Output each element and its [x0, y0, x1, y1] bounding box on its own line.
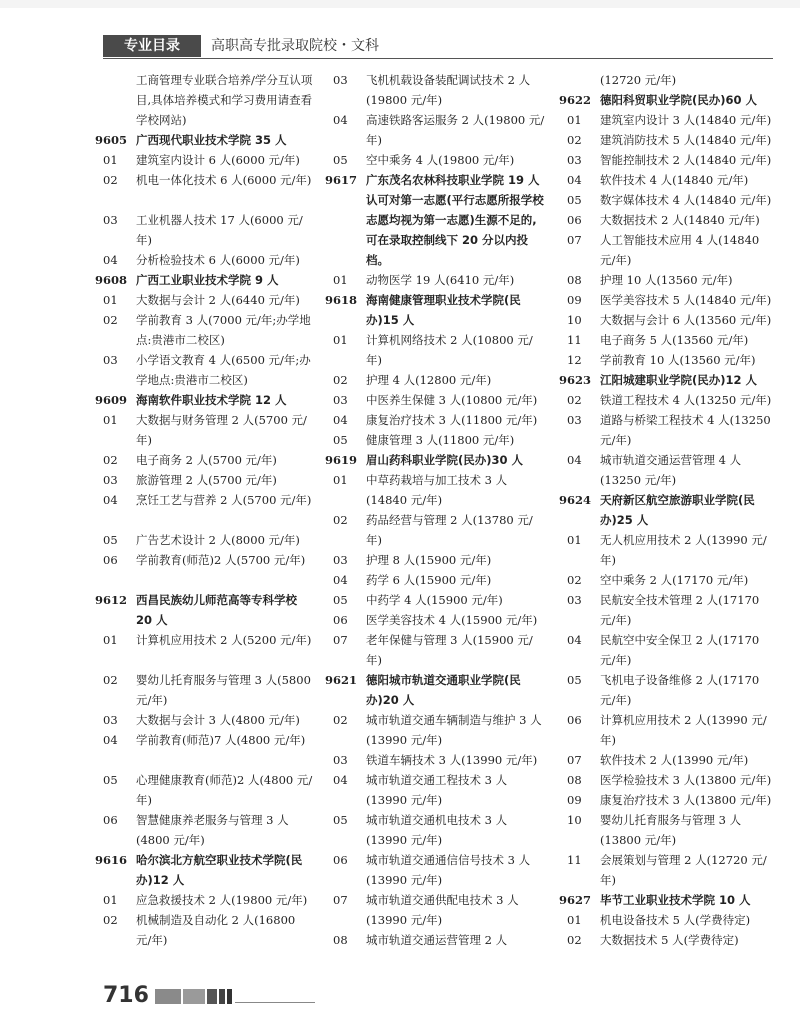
entry-code: 02	[103, 313, 118, 327]
program-entry	[567, 270, 772, 290]
entry-code: 02	[103, 673, 118, 687]
school-entry	[559, 890, 772, 910]
section-tag: 专业目录	[103, 35, 201, 57]
entry-text: 城市轨道交通车辆制造与维护 3 人(13990 元/年)	[366, 713, 542, 747]
program-entry	[333, 370, 548, 390]
entry-text: 飞机电子设备维修 2 人(17170 元/年)	[600, 673, 760, 707]
entry-text: 分析检验技术 6 人(6000 元/年)	[136, 253, 300, 267]
entry-text: 机械制造及自动化 2 人(16800 元/年)	[136, 913, 296, 947]
header-rule	[103, 58, 773, 59]
entry-code: 9612	[95, 593, 128, 607]
entry-code: 11	[567, 853, 582, 867]
program-entry	[567, 770, 772, 790]
entry-code: 02	[567, 133, 582, 147]
entry-text: 大数据与会计 3 人(4800 元/年)	[136, 713, 300, 727]
entry-text: 毕节工业职业技术学院 10 人	[600, 893, 751, 907]
program-entry	[103, 770, 313, 810]
program-entry	[103, 410, 313, 450]
entry-text: 计算机应用技术 2 人(13990 元/年)	[600, 713, 767, 747]
entry-code: 03	[567, 593, 582, 607]
entry-text: 大数据与会计 6 人(13560 元/年)	[600, 313, 772, 327]
program-entry	[333, 810, 548, 850]
entry-code: 02	[567, 393, 582, 407]
program-entry	[333, 630, 548, 670]
entry-code: 04	[333, 113, 348, 127]
entry-code: 06	[567, 213, 582, 227]
entry-code: 04	[333, 773, 348, 787]
entry-text: 旅游管理 2 人(5700 元/年)	[136, 473, 277, 487]
entry-code: 04	[103, 733, 118, 747]
entry-code: 05	[567, 193, 582, 207]
program-entry	[333, 890, 548, 930]
entry-code: 12	[567, 353, 582, 367]
school-entry	[325, 290, 548, 330]
entry-text: 心理健康教育(师范)2 人(4800 元/年)	[136, 773, 313, 807]
entry-text: 电子商务 5 人(13560 元/年)	[600, 333, 749, 347]
entry-code: 02	[567, 573, 582, 587]
program-entry	[103, 730, 313, 770]
entry-code: 10	[567, 813, 582, 827]
program-entry	[567, 410, 772, 450]
entry-code: 06	[333, 853, 348, 867]
program-entry	[567, 70, 772, 90]
program-entry	[333, 510, 548, 550]
entry-code: 07	[333, 633, 348, 647]
entry-text: 民航安全技术管理 2 人(17170 元/年)	[600, 593, 760, 627]
program-entry	[567, 750, 772, 770]
entry-code: 07	[567, 753, 582, 767]
entry-text: 医学检验技术 3 人(13800 元/年)	[600, 773, 772, 787]
program-entry	[567, 710, 772, 750]
entry-text: 大数据技术 2 人(14840 元/年)	[600, 213, 760, 227]
school-entry	[559, 490, 772, 530]
program-entry	[567, 590, 772, 630]
entry-code: 05	[567, 673, 582, 687]
program-entry	[567, 170, 772, 190]
program-entry	[333, 750, 548, 770]
program-entry	[333, 590, 548, 610]
program-entry	[333, 610, 548, 630]
entry-text: 中药学 4 人(15900 元/年)	[366, 593, 503, 607]
program-entry	[567, 310, 772, 330]
school-entry	[559, 370, 772, 390]
entry-code: 9609	[95, 393, 128, 407]
page-number: 716	[103, 983, 149, 1008]
school-entry	[325, 670, 548, 710]
program-entry	[103, 310, 313, 350]
entry-code: 01	[103, 153, 118, 167]
entry-text: 无人机应用技术 2 人(13990 元/年)	[600, 533, 767, 567]
entry-text: 护理 10 人(13560 元/年)	[600, 273, 733, 287]
entry-text: 广西现代职业技术学院 35 人	[136, 133, 287, 147]
entry-text: 城市轨道交通机电技术 3 人(13990 元/年)	[366, 813, 508, 847]
program-entry	[103, 530, 313, 550]
entry-text: 城市轨道交通供配电技术 3 人(13990 元/年)	[366, 893, 519, 927]
entry-text: 高速铁路客运服务 2 人(19800 元/年)	[366, 113, 545, 147]
school-entry	[95, 850, 313, 890]
program-entry	[567, 910, 772, 930]
entry-code: 03	[567, 413, 582, 427]
page-footer	[103, 984, 403, 1008]
entry-code: 01	[103, 893, 118, 907]
page-header	[103, 35, 773, 57]
program-entry	[333, 270, 548, 290]
entry-text: 机电设备技术 5 人(学费待定)	[600, 913, 751, 927]
entry-text: 大数据技术 5 人(学费待定)	[600, 933, 739, 947]
program-entry	[103, 290, 313, 310]
entry-text: 学前教育 3 人(7000 元/年;办学地点:贵港市二校区)	[136, 313, 311, 347]
entry-code: 02	[333, 373, 348, 387]
program-entry	[567, 530, 772, 570]
program-entry	[103, 890, 313, 910]
program-entry	[333, 850, 548, 890]
entry-code: 03	[333, 393, 348, 407]
entry-text: 计算机网络技术 2 人(10800 元/年)	[366, 333, 533, 367]
entry-text: 建筑室内设计 6 人(6000 元/年)	[136, 153, 300, 167]
entry-text: (12720 元/年)	[600, 73, 677, 87]
entry-code: 9608	[95, 273, 128, 287]
program-entry	[103, 550, 313, 590]
entry-code: 03	[103, 213, 118, 227]
entry-text: 小学语文教育 4 人(6500 元/年;办学地点:贵港市二校区)	[136, 353, 311, 387]
program-entry	[567, 210, 772, 230]
entry-text: 机电一体化技术 6 人(6000 元/年)	[136, 173, 312, 187]
school-entry	[95, 590, 313, 630]
school-entry	[325, 170, 548, 190]
entry-code: 03	[103, 713, 118, 727]
admission-note	[333, 190, 548, 270]
program-entry	[567, 350, 772, 370]
program-entry	[567, 810, 772, 850]
entry-code: 03	[567, 153, 582, 167]
entry-code: 02	[103, 173, 118, 187]
program-entry	[103, 470, 313, 490]
program-entry	[567, 290, 772, 310]
entry-code: 01	[103, 413, 118, 427]
entry-code: 04	[567, 173, 582, 187]
entry-text: 学前教育(师范)7 人(4800 元/年)	[136, 733, 306, 747]
program-entry	[567, 450, 772, 490]
entry-text: 会展策划与管理 2 人(12720 元/年)	[600, 853, 767, 887]
entry-code: 03	[333, 553, 348, 567]
entry-code: 03	[103, 473, 118, 487]
entry-code: 08	[567, 773, 582, 787]
entry-text: 大数据与财务管理 2 人(5700 元/年)	[136, 413, 307, 447]
entry-code: 10	[567, 313, 582, 327]
entry-text: 海南健康管理职业技术学院(民办)15 人	[366, 293, 521, 327]
entry-code: 01	[567, 913, 582, 927]
program-entry	[103, 710, 313, 730]
program-entry	[567, 570, 772, 590]
entry-code: 9617	[325, 173, 358, 187]
entry-text: 婴幼儿托育服务与管理 3 人(5800 元/年)	[136, 673, 311, 707]
school-entry	[559, 90, 772, 110]
entry-code: 04	[333, 573, 348, 587]
program-entry	[567, 850, 772, 890]
program-entry	[567, 230, 772, 270]
entry-code: 9621	[325, 673, 358, 687]
program-entry	[333, 710, 548, 750]
entry-text: 软件技术 2 人(13990 元/年)	[600, 753, 749, 767]
program-entry	[103, 450, 313, 470]
entry-code: 02	[333, 513, 348, 527]
entry-code: 04	[333, 413, 348, 427]
entry-code: 05	[333, 593, 348, 607]
entry-text: 认可对第一志愿(平行志愿所报学校志愿均视为第一志愿)生源不足的,可在录取控制线下 20 分以内投档。	[366, 193, 544, 267]
entry-code: 02	[103, 913, 118, 927]
entry-text: 医学美容技术 5 人(14840 元/年)	[600, 293, 772, 307]
entry-text: 广西工业职业技术学院 9 人	[136, 273, 279, 287]
entry-text: 大数据与会计 2 人(6440 元/年)	[136, 293, 300, 307]
entry-text: 学前教育(师范)2 人(5700 元/年)	[136, 553, 306, 567]
entry-text: 计算机应用技术 2 人(5200 元/年)	[136, 633, 312, 647]
entry-text: 护理 8 人(15900 元/年)	[366, 553, 492, 567]
top-edge	[0, 0, 800, 8]
program-entry	[103, 670, 313, 710]
entry-text: 广告艺术设计 2 人(8000 元/年)	[136, 533, 300, 547]
entry-text: 健康管理 3 人(11800 元/年)	[366, 433, 515, 447]
entry-code: 01	[333, 273, 348, 287]
program-entry	[333, 70, 548, 110]
entry-text: 铁道工程技术 4 人(13250 元/年)	[600, 393, 772, 407]
entry-text: 城市轨道交通通信信号技术 3 人(13990 元/年)	[366, 853, 531, 887]
entry-text: 空中乘务 4 人(19800 元/年)	[366, 153, 515, 167]
entry-text: 道路与桥梁工程技术 4 人(13250 元/年)	[600, 413, 771, 447]
entry-code: 9616	[95, 853, 128, 867]
entry-code: 07	[333, 893, 348, 907]
entry-text: 康复治疗技术 3 人(11800 元/年)	[366, 413, 538, 427]
entry-code: 9619	[325, 453, 358, 467]
entry-text: 应急救援技术 2 人(19800 元/年)	[136, 893, 308, 907]
program-entry	[333, 330, 548, 370]
program-entry	[567, 190, 772, 210]
program-entry	[333, 390, 548, 410]
program-entry	[333, 470, 548, 510]
entry-text: 海南软件职业技术学院 12 人	[136, 393, 287, 407]
entry-text: 建筑室内设计 3 人(14840 元/年)	[600, 113, 772, 127]
entry-code: 01	[567, 113, 582, 127]
program-entry	[567, 790, 772, 810]
entry-code: 9605	[95, 133, 128, 147]
program-entry	[103, 250, 313, 270]
entry-code: 05	[333, 433, 348, 447]
entry-text: 护理 4 人(12800 元/年)	[366, 373, 492, 387]
entry-code: 03	[333, 73, 348, 87]
column-middle	[325, 70, 548, 950]
entry-text: 药品经营与管理 2 人(13780 元/年)	[366, 513, 533, 547]
entry-code: 04	[103, 493, 118, 507]
entry-text: 智慧健康养老服务与管理 3 人(4800 元/年)	[136, 813, 289, 847]
program-entry	[567, 630, 772, 670]
entry-code: 03	[103, 353, 118, 367]
entry-code: 02	[103, 453, 118, 467]
entry-text: 动物医学 19 人(6410 元/年)	[366, 273, 515, 287]
program-entry	[103, 170, 313, 210]
entry-text: 广东茂名农林科技职业学院 19 人	[366, 173, 540, 187]
program-entry	[567, 930, 772, 950]
column-right	[559, 70, 772, 950]
school-entry	[95, 270, 313, 290]
entry-code: 01	[333, 333, 348, 347]
entry-text: 中草药栽培与加工技术 3 人(14840 元/年)	[366, 473, 508, 507]
entry-code: 06	[103, 813, 118, 827]
entry-code: 02	[333, 713, 348, 727]
entry-text: 城市轨道交通工程技术 3 人(13990 元/年)	[366, 773, 508, 807]
entry-code: 9622	[559, 93, 592, 107]
program-entry	[333, 150, 548, 170]
program-entry	[103, 70, 313, 130]
program-entry	[333, 930, 548, 950]
entry-code: 05	[103, 533, 118, 547]
entry-code: 05	[333, 813, 348, 827]
entry-text: 智能控制技术 2 人(14840 元/年)	[600, 153, 772, 167]
entry-text: 中医养生保健 3 人(10800 元/年)	[366, 393, 538, 407]
section-title: 高职高专批录取院校・文科	[211, 38, 379, 54]
program-entry	[333, 570, 548, 590]
entry-text: 药学 6 人(15900 元/年)	[366, 573, 492, 587]
entry-text: 城市轨道交通运营管理 4 人(13250 元/年)	[600, 453, 742, 487]
program-entry	[103, 490, 313, 530]
entry-code: 05	[333, 153, 348, 167]
entry-text: 烹饪工艺与营养 2 人(5700 元/年)	[136, 493, 312, 507]
entry-code: 09	[567, 793, 582, 807]
entry-text: 飞机机载设备装配调试技术 2 人(19800 元/年)	[366, 73, 531, 107]
program-entry	[567, 130, 772, 150]
entry-code: 01	[103, 293, 118, 307]
entry-code: 11	[567, 333, 582, 347]
entry-code: 9627	[559, 893, 592, 907]
entry-text: 工商管理专业联合培养/学分互认项目,具体培养模式和学习费用请查看学校网站)	[136, 73, 313, 127]
entry-text: 德阳科贸职业学院(民办)60 人	[600, 93, 758, 107]
entry-text: 老年保健与管理 3 人(15900 元/年)	[366, 633, 533, 667]
entry-text: 婴幼儿托育服务与管理 3 人(13800 元/年)	[600, 813, 742, 847]
entry-code: 01	[103, 633, 118, 647]
program-entry	[567, 110, 772, 130]
entry-text: 工业机器人技术 17 人(6000 元/年)	[136, 213, 303, 247]
program-entry	[103, 630, 313, 670]
entry-text: 城市轨道交通运营管理 2 人	[366, 933, 508, 947]
entry-text: 人工智能技术应用 4 人(14840 元/年)	[600, 233, 760, 267]
entry-code: 02	[567, 933, 582, 947]
school-entry	[95, 390, 313, 410]
school-entry	[325, 450, 548, 470]
entry-code: 9618	[325, 293, 358, 307]
entry-text: 哈尔滨北方航空职业技术学院(民办)12 人	[136, 853, 303, 887]
program-entry	[333, 410, 548, 430]
entry-text: 德阳城市轨道交通职业学院(民办)20 人	[366, 673, 521, 707]
entry-code: 04	[103, 253, 118, 267]
entry-text: 铁道车辆技术 3 人(13990 元/年)	[366, 753, 538, 767]
program-entry	[333, 430, 548, 450]
entry-text: 民航空中安全保卫 2 人(17170 元/年)	[600, 633, 760, 667]
decorative-bars	[155, 989, 315, 1004]
entry-code: 08	[567, 273, 582, 287]
program-entry	[103, 350, 313, 390]
entry-text: 空中乘务 2 人(17170 元/年)	[600, 573, 749, 587]
entry-text: 学前教育 10 人(13560 元/年)	[600, 353, 756, 367]
entry-code: 01	[333, 473, 348, 487]
program-entry	[567, 150, 772, 170]
entry-text: 建筑消防技术 5 人(14840 元/年)	[600, 133, 772, 147]
program-entry	[103, 210, 313, 250]
program-entry	[103, 910, 313, 950]
entry-code: 08	[333, 933, 348, 947]
entry-code: 09	[567, 293, 582, 307]
entry-code: 07	[567, 233, 582, 247]
entry-code: 06	[333, 613, 348, 627]
program-entry	[567, 670, 772, 710]
school-entry	[95, 130, 313, 150]
entry-code: 01	[567, 533, 582, 547]
program-entry	[567, 330, 772, 350]
entry-code: 03	[333, 753, 348, 767]
entry-text: 江阳城建职业学院(民办)12 人	[600, 373, 758, 387]
entry-code: 06	[103, 553, 118, 567]
entry-code: 05	[103, 773, 118, 787]
entry-text: 电子商务 2 人(5700 元/年)	[136, 453, 277, 467]
entry-text: 软件技术 4 人(14840 元/年)	[600, 173, 749, 187]
entry-code: 9624	[559, 493, 592, 507]
program-entry	[103, 150, 313, 170]
entry-code: 06	[567, 713, 582, 727]
entry-text: 眉山药科职业学院(民办)30 人	[366, 453, 524, 467]
program-entry	[333, 770, 548, 810]
program-entry	[567, 390, 772, 410]
entry-text: 数字媒体技术 4 人(14840 元/年)	[600, 193, 772, 207]
entry-code: 9623	[559, 373, 592, 387]
column-left	[95, 70, 313, 950]
program-entry	[333, 110, 548, 150]
program-entry	[333, 550, 548, 570]
entry-text: 西昌民族幼儿师范高等专科学校 20 人	[136, 593, 297, 627]
entry-text: 康复治疗技术 3 人(13800 元/年)	[600, 793, 772, 807]
entry-text: 天府新区航空旅游职业学院(民办)25 人	[600, 493, 755, 527]
program-entry	[103, 810, 313, 850]
entry-code: 04	[567, 453, 582, 467]
entry-code: 04	[567, 633, 582, 647]
entry-text: 医学美容技术 4 人(15900 元/年)	[366, 613, 538, 627]
